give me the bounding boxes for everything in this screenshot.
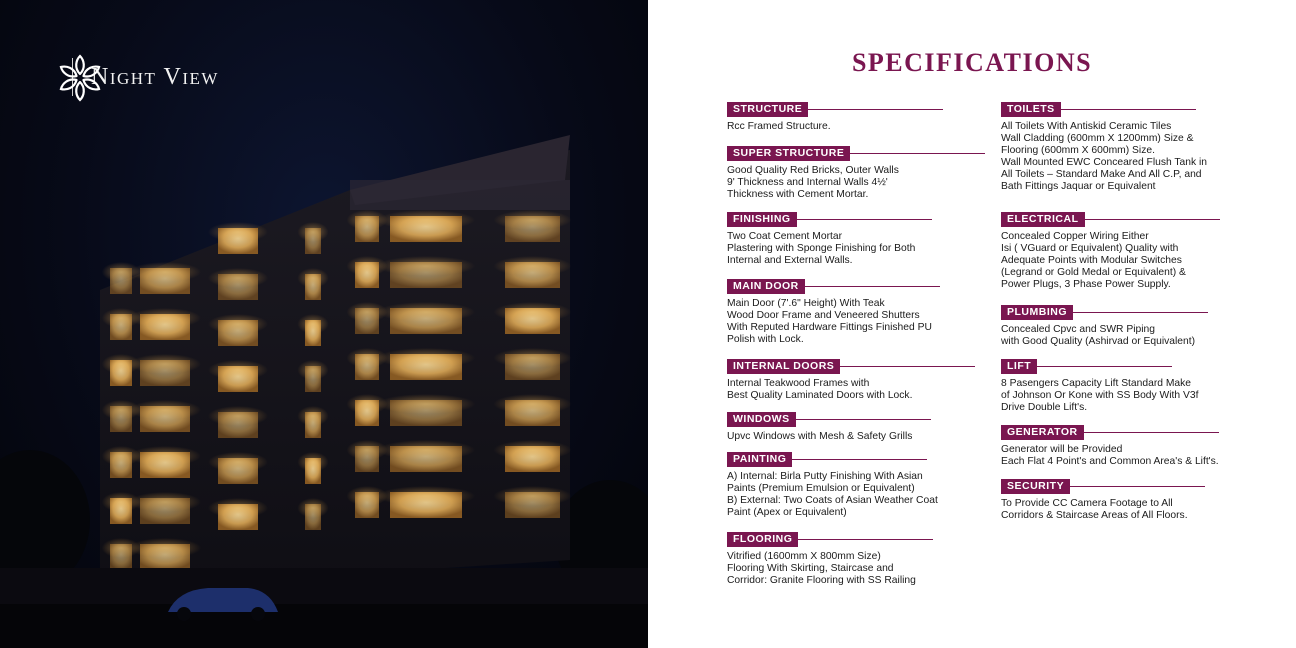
window-glow: [494, 210, 572, 230]
window-glow: [494, 394, 572, 414]
spec-text-line: All Toilets – Standard Make And All C.P, and: [1001, 169, 1202, 180]
spec-section-label: TOILETS: [1001, 102, 1061, 117]
spec-section-text: [727, 551, 989, 587]
snowflake-ornament-icon: [54, 52, 106, 104]
spec-text-line: 8 Pasengers Capacity Lift Standard Make: [1001, 378, 1192, 389]
window-glow: [208, 406, 268, 426]
spec-text-line: Thickness with Cement Mortar.: [727, 189, 869, 200]
window-glow: [297, 452, 328, 472]
window-glow: [297, 222, 328, 242]
spec-text-line: Rcc Framed Structure.: [727, 121, 831, 132]
spec-section-rule: [797, 219, 932, 220]
spec-section-electrical: [1001, 212, 1263, 291]
spec-text-line: Polish with Lock.: [727, 334, 804, 345]
spec-text-line: Vitrified (1600mm X 800mm Size): [727, 551, 881, 562]
spec-section-super-structure: [727, 146, 989, 201]
spec-section-text: [1001, 498, 1263, 522]
spec-section-label: STRUCTURE: [727, 102, 808, 117]
window-glow: [377, 348, 475, 368]
street-foreground: [0, 568, 648, 648]
window-glow: [297, 314, 328, 334]
spec-text-line: Corridors & Staircase Areas of All Floors.: [1001, 510, 1188, 521]
window-glow: [494, 348, 572, 368]
spec-text-line: Adequate Points with Modular Switches: [1001, 255, 1182, 266]
spec-section-header: [1001, 425, 1263, 440]
spec-text-line: Generator will be Provided: [1001, 444, 1123, 455]
spec-text-line: (Legrand or Gold Medal or Equivalent) &: [1001, 267, 1186, 278]
spec-text-line: To Provide CC Camera Footage to All: [1001, 498, 1173, 509]
spec-text-line: Two Coat Cement Mortar: [727, 231, 843, 242]
spec-section-label: FLOORING: [727, 532, 798, 547]
spec-text-line: Paint (Apex or Equivalent): [727, 507, 847, 518]
spec-text-line: Power Plugs, 3 Phase Power Supply.: [1001, 279, 1171, 290]
window-glow: [377, 302, 475, 322]
spec-section-text: [727, 298, 989, 346]
window-glow: [208, 360, 268, 380]
window-glow: [208, 314, 268, 334]
spec-section-text: [727, 378, 989, 402]
window-glow: [208, 222, 268, 242]
spec-text-line: Concealed Cpvc and SWR Piping: [1001, 324, 1155, 335]
spec-text-line: B) External: Two Coats of Asian Weather Coat: [727, 495, 938, 506]
spec-text-line: With Reputed Hardware Fittings Finished PU: [727, 322, 932, 333]
window-glow: [208, 268, 268, 288]
window-glow: [129, 262, 201, 282]
spec-section-header: [727, 452, 989, 467]
spec-section-label: PAINTING: [727, 452, 792, 467]
window-glow: [377, 394, 475, 414]
window-glow: [297, 360, 328, 380]
spec-section-internal-doors: [727, 359, 989, 402]
spec-section-header: [1001, 359, 1263, 374]
spec-section-header: [727, 102, 989, 117]
spec-text-line: Isi ( VGuard or Equivalent) Quality with: [1001, 243, 1179, 254]
spec-text-line: of Johnson Or Kone with SS Body With V3f: [1001, 390, 1199, 401]
spec-section-text: [727, 471, 989, 519]
spec-section-header: [1001, 479, 1263, 494]
spec-text-line: Wood Door Frame and Veneered Shutters: [727, 310, 920, 321]
window-glow: [297, 498, 328, 518]
spec-section-text: [727, 431, 989, 443]
spec-text-line: Bath Fittings Jaquar or Equivalent: [1001, 181, 1156, 192]
window-glow: [297, 406, 328, 426]
spec-section-text: [727, 121, 989, 133]
window-glow: [377, 210, 475, 230]
spec-section-flooring: [727, 532, 989, 587]
spec-section-rule: [1073, 312, 1208, 313]
spec-section-rule: [1085, 219, 1220, 220]
spec-section-painting: [727, 452, 989, 519]
spec-section-text: [1001, 121, 1263, 193]
spec-text-line: Wall Mounted EWC Conceared Flush Tank in: [1001, 157, 1208, 168]
spec-text-line: with Good Quality (Ashirvad or Equivalent): [1001, 336, 1196, 347]
spec-text-line: Paints (Premium Emulsion or Equivalent): [727, 483, 915, 494]
spec-section-label: PLUMBING: [1001, 305, 1073, 320]
spec-section-label: ELECTRICAL: [1001, 212, 1085, 227]
spec-section-rule: [1070, 486, 1205, 487]
window-glow: [208, 452, 268, 472]
spec-section-rule: [850, 153, 985, 154]
spec-section-label: MAIN DOOR: [727, 279, 805, 294]
spec-section-rule: [840, 366, 975, 367]
specifications-title: SPECIFICATIONS: [851, 48, 1093, 77]
spec-section-main-door: [727, 279, 989, 346]
spec-section-text: [727, 165, 989, 201]
spec-text-line: Flooring With Skirting, Staircase and: [727, 563, 894, 574]
window-glow: [129, 492, 201, 512]
spec-section-rule: [796, 419, 931, 420]
spec-section-rule: [1037, 366, 1172, 367]
spec-section-header: [1001, 305, 1263, 320]
spec-section-toilets: [1001, 102, 1263, 193]
spec-text-line: Concealed Copper Wiring Either: [1001, 231, 1149, 242]
spec-text-line: Main Door (7'.6" Height) With Teak: [727, 298, 885, 309]
spec-text-line: Flooring (600mm X 600mm) Size.: [1001, 145, 1155, 156]
spec-section-finishing: [727, 212, 989, 267]
window-glow: [377, 440, 475, 460]
spec-section-security: [1001, 479, 1263, 522]
spec-section-rule: [792, 459, 927, 460]
spec-section-label: GENERATOR: [1001, 425, 1084, 440]
spec-text-line: Internal Teakwood Frames with: [727, 378, 870, 389]
spec-section-rule: [1084, 432, 1219, 433]
spec-section-text: [1001, 378, 1263, 414]
spec-text-line: Internal and External Walls.: [727, 255, 853, 266]
spec-text-line: Drive Double Lift's.: [1001, 402, 1088, 413]
window-glow: [494, 486, 572, 506]
spec-text-line: Wall Cladding (600mm X 1200mm) Size &: [1001, 133, 1194, 144]
spec-section-header: [727, 279, 989, 294]
spec-section-label: SECURITY: [1001, 479, 1070, 494]
spec-text-line: Best Quality Laminated Doors with Lock.: [727, 390, 913, 401]
spec-text-line: All Toilets With Antiskid Ceramic Tiles: [1001, 121, 1172, 132]
spec-section-label: SUPER STRUCTURE: [727, 146, 850, 161]
spec-section-header: [727, 412, 989, 427]
window-glow: [494, 440, 572, 460]
spec-section-windows: [727, 412, 989, 443]
window-glow: [494, 302, 572, 322]
specifications-page: [648, 0, 1296, 648]
spec-section-header: [727, 359, 989, 374]
window-glow: [129, 354, 201, 374]
spec-text-line: Each Flat 4 Point's and Common Area's & Lift's.: [1001, 456, 1219, 467]
window-glow: [129, 538, 201, 558]
spec-section-lift: [1001, 359, 1263, 414]
spec-section-text: [727, 231, 989, 267]
spec-text-line: A) Internal: Birla Putty Finishing With Asian: [727, 471, 923, 482]
spec-section-header: [727, 146, 989, 161]
window-glow: [129, 308, 201, 328]
spec-section-label: WINDOWS: [727, 412, 796, 427]
spec-text-line: 9' Thickness and Internal Walls 4½': [727, 177, 888, 188]
spec-section-text: [1001, 231, 1263, 291]
spec-text-line: Corridor: Granite Flooring with SS Railing: [727, 575, 916, 586]
spec-section-label: LIFT: [1001, 359, 1037, 374]
window-glow: [297, 268, 328, 288]
window-glow: [129, 446, 201, 466]
spec-section-text: [1001, 444, 1263, 468]
spec-section-rule: [808, 109, 943, 110]
spec-section-header: [727, 532, 989, 547]
spec-section-label: INTERNAL DOORS: [727, 359, 840, 374]
spec-section-label: FINISHING: [727, 212, 797, 227]
window-glow: [377, 256, 475, 276]
spec-section-text: [1001, 324, 1263, 348]
window-glow: [208, 498, 268, 518]
brand-title: Night View: [91, 63, 219, 90]
spec-section-header: [1001, 212, 1263, 227]
spec-section-generator: [1001, 425, 1263, 468]
window-glow: [129, 400, 201, 420]
spec-text-line: Upvc Windows with Mesh & Safety Grills: [727, 431, 913, 442]
spec-text-line: Plastering with Sponge Finishing for Both: [727, 243, 916, 254]
spec-section-header: [727, 212, 989, 227]
spec-section-rule: [805, 286, 940, 287]
window-glow: [377, 486, 475, 506]
spec-section-header: [1001, 102, 1263, 117]
spec-section-structure: [727, 102, 989, 133]
window-glow: [494, 256, 572, 276]
spec-text-line: Good Quality Red Bricks, Outer Walls: [727, 165, 899, 176]
spec-section-rule: [798, 539, 933, 540]
spec-section-plumbing: [1001, 305, 1263, 348]
brand-header: [54, 52, 219, 102]
spec-section-rule: [1061, 109, 1196, 110]
